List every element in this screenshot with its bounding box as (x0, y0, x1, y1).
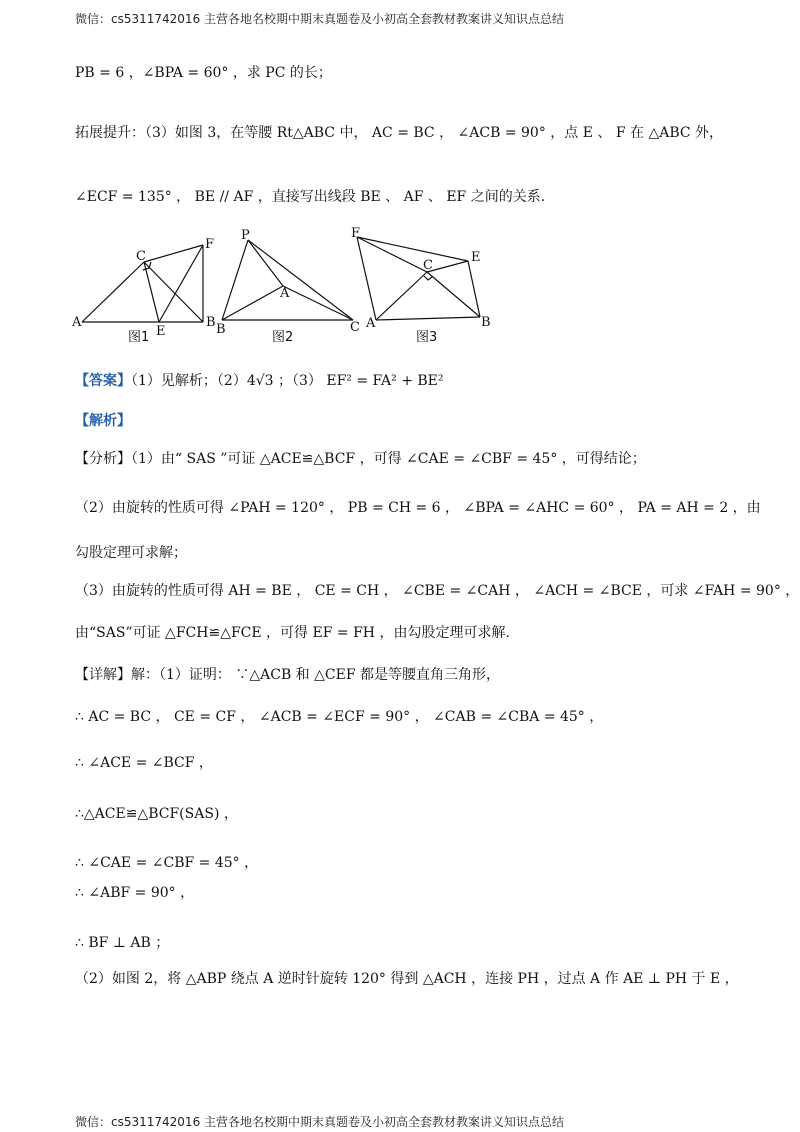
question-line-3: ∠ECF = 135° ， BE // AF ，直接写出线段 BE 、 AF 、 EF 之间的关系. (75, 189, 546, 205)
detail-text-1: 解：（1）证明： ∵△ACB 和 △CEF 都是等腰直角三角形， (131, 667, 500, 683)
question-line-2: 拓展提升：（3）如图 3，在等腰 Rt△ABC 中， AC = BC ， ∠ACB = 90° ，点 E 、 F 在 △ABC 外， (75, 125, 724, 141)
detail-line-3: ∴ ∠ACE = ∠BCF ， (75, 755, 213, 771)
analysis-text-1: （1）由“ SAS ”可证 △ACE≌△BCF ，可得 ∠CAE = ∠CBF = 45° ，可得结论； (131, 451, 646, 467)
fig3-label-f: F (351, 226, 361, 241)
geometry-figures (70, 225, 500, 350)
analysis-line-5: 由“SAS”可证 △FCH≌△FCE ，可得 EF = FH ，由勾股定理可求解. (75, 625, 510, 641)
fig1-label-e: E (156, 324, 166, 339)
fig2-label-p: P (241, 228, 250, 243)
detail-line-8: （2）如图 2，将 △ABP 绕点 A 逆时针旋转 120° 得到 △ACH ，连接 PH ，过点 A 作 AE ⊥ PH 于 E ， (75, 971, 739, 987)
fig3-label-b: B (481, 315, 491, 330)
page-header: 微信：cs5311742016 主营各地名校期中期末真题卷及小初高全套教材教案讲义知识点总结 (75, 12, 565, 26)
analysis-line-2: （2）由旋转的性质可得 ∠PAH = 120° ， PB = CH = 6 ， ∠BPA = ∠AHC = 60° ， PA = AH = 2 ，由 (75, 500, 761, 516)
fig2-label-a: A (280, 286, 290, 301)
analysis-line-1 (75, 448, 760, 470)
fig1-label-b: B (206, 315, 216, 330)
analysis-tag: 【解析】 (75, 413, 131, 429)
detail-line-7: ∴ BF ⊥ AB ； (75, 935, 170, 951)
detail-line-1 (75, 664, 760, 686)
fig1-label-a: A (72, 315, 82, 330)
analysis-heading (75, 410, 760, 432)
fig2-caption: 图2 (272, 330, 294, 345)
detail-line-4: ∴△ACE≌△BCF(SAS) ， (75, 806, 238, 822)
fig1-caption: 图1 (128, 330, 150, 345)
page-footer: 微信：cs5311742016 主营各地名校期中期末真题卷及小初高全套教材教案讲义知识点总结 (75, 1115, 565, 1129)
fig3-label-c: C (423, 258, 433, 273)
detail-line-5: ∴ ∠CAE = ∠CBF = 45° ， (75, 855, 259, 871)
fig3-label-e: E (471, 250, 481, 265)
detail-line-6: ∴ ∠ABF = 90° ， (75, 885, 195, 901)
detail-line-2: ∴ AC = BC ， CE = CF ， ∠ACB = ∠ECF = 90° ， ∠CAB = ∠CBA = 45° ， (75, 709, 604, 725)
fig1-label-c: C (136, 249, 146, 264)
detail-tag: 【详解】 (75, 667, 131, 683)
fig2-label-c: C (350, 320, 360, 335)
figure-2 (222, 240, 353, 320)
fig3-caption: 图3 (416, 330, 438, 345)
answer-tag: 【答案】 (75, 373, 131, 389)
analysis-line-3: 勾股定理可求解； (75, 545, 187, 561)
fig1-label-f: F (205, 237, 215, 252)
figure-3 (357, 237, 480, 320)
question-line-1: PB = 6 ，∠BPA = 60° ，求 PC 的长； (75, 65, 332, 81)
fig3-label-a: A (366, 316, 376, 331)
analysis-label: 【分析】 (75, 451, 131, 467)
fig2-label-b: B (216, 322, 226, 337)
analysis-line-4: （3）由旋转的性质可得 AH = BE ， CE = CH ， ∠CBE = ∠CAH ， ∠ACH = ∠BCE ，可求 ∠FAH = 90° ， (75, 583, 800, 599)
answer-text: （1）见解析；（2）4√3 ；（3） EF² = FA² + BE² (131, 373, 444, 389)
answer-line (75, 370, 760, 392)
figures (70, 225, 500, 350)
